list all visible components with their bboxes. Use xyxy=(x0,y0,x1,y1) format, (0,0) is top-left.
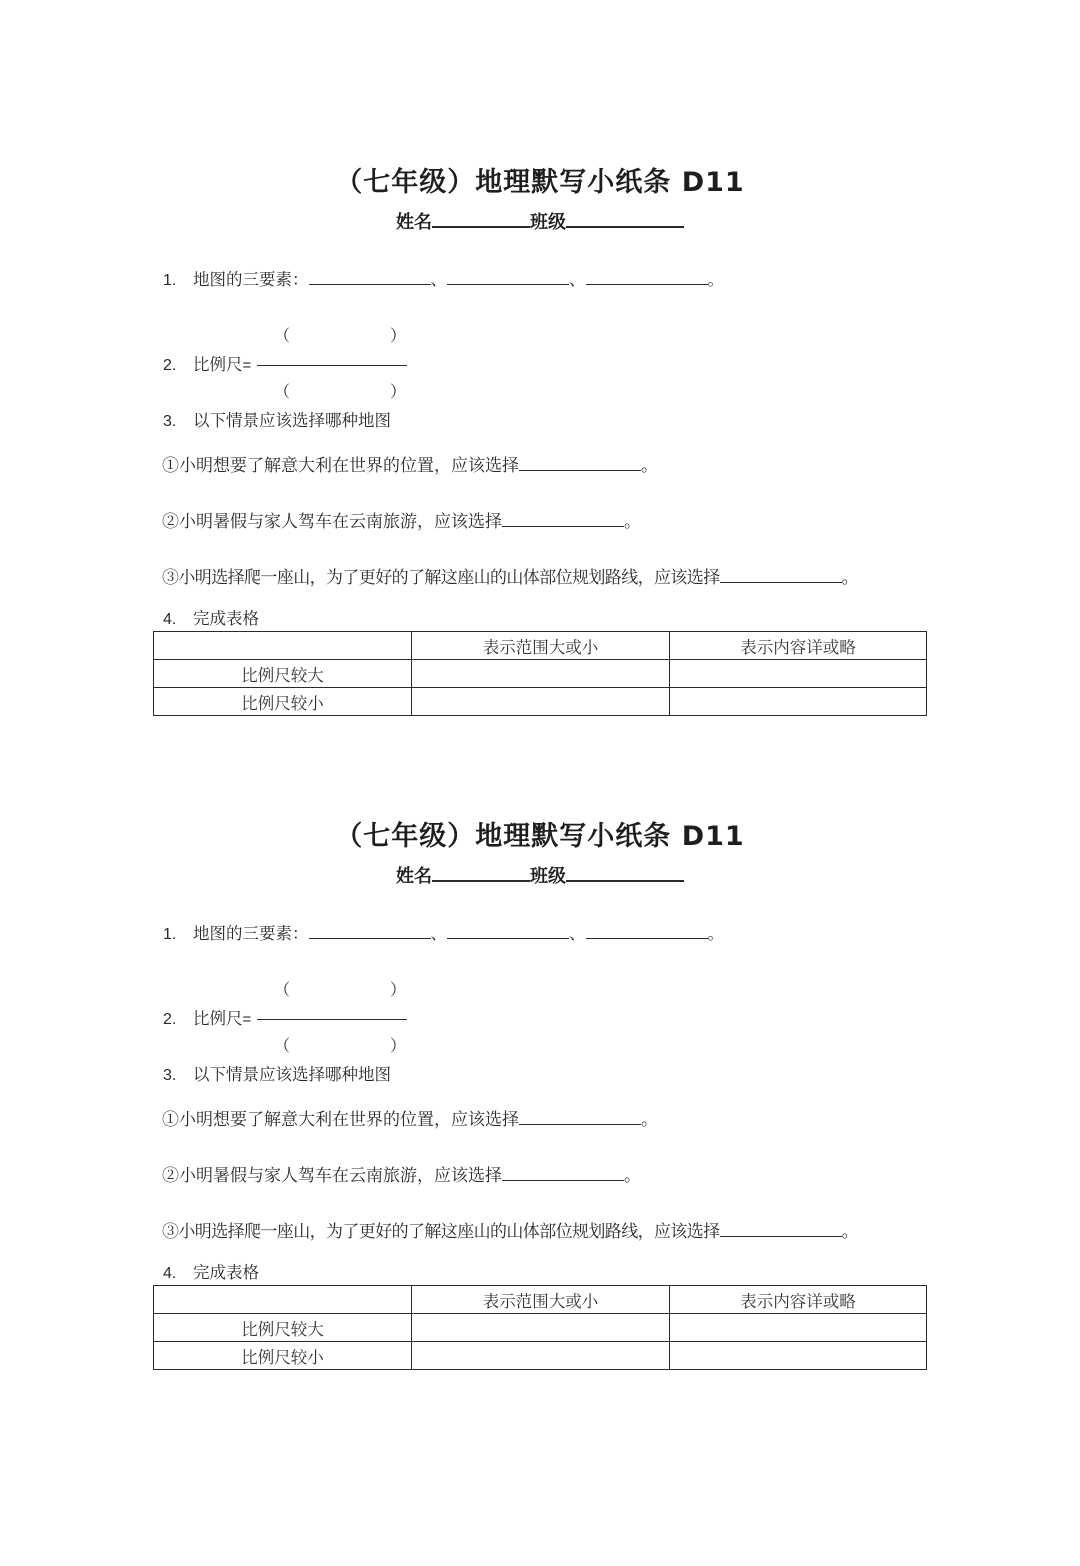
row-label-cell: 比例尺较大 xyxy=(154,1314,412,1342)
question-number: 4. xyxy=(163,611,177,628)
question-text: 比例尺 xyxy=(193,1009,243,1028)
answer-blank-1[interactable] xyxy=(309,283,431,285)
name-class-row xyxy=(0,862,1080,888)
numerator-paren-open: （ xyxy=(274,980,291,999)
row-label-cell: 比例尺较小 xyxy=(154,1342,412,1370)
question-text: 以下情景应该选择哪种地图 xyxy=(193,411,391,430)
question-text: 完成表格 xyxy=(193,1263,259,1282)
period: 。 xyxy=(707,270,724,289)
answer-blank[interactable] xyxy=(502,1179,624,1181)
question-4 xyxy=(163,605,259,629)
scenario-text: ①小明想要了解意大利在世界的位置，应该选择 xyxy=(162,1110,519,1130)
scenario-2 xyxy=(162,507,641,532)
numerator-paren-close: ） xyxy=(390,326,407,345)
question-2 xyxy=(163,1005,407,1029)
question-number: 1. xyxy=(163,926,177,943)
period: 。 xyxy=(641,1110,658,1130)
worksheet-2 xyxy=(0,654,1080,1367)
class-blank[interactable] xyxy=(566,225,684,228)
question-number: 2. xyxy=(163,357,177,374)
separator: 、 xyxy=(430,270,447,289)
question-text: 以下情景应该选择哪种地图 xyxy=(193,1065,391,1084)
table-header-cell: 表示内容详或略 xyxy=(670,1286,927,1314)
table-row xyxy=(154,1342,927,1370)
row-label-cell: 比例尺较小 xyxy=(154,688,412,716)
question-text: 地图的三要素： xyxy=(193,270,309,289)
class-label: 班级 xyxy=(530,212,566,233)
answer-cell[interactable] xyxy=(670,1314,927,1342)
scenario-1 xyxy=(162,1105,658,1130)
period: 。 xyxy=(641,456,658,476)
separator: 、 xyxy=(569,924,586,943)
question-number: 4. xyxy=(163,1265,177,1282)
separator: 、 xyxy=(430,924,447,943)
table-header-cell: 表示内容详或略 xyxy=(670,632,927,660)
worksheet-title: （七年级）地理默写小纸条 D11 xyxy=(335,167,745,198)
answer-blank-3[interactable] xyxy=(586,937,708,939)
worksheet-title: （七年级）地理默写小纸条 D11 xyxy=(335,821,745,852)
question-4 xyxy=(163,1259,259,1283)
scenario-1 xyxy=(162,451,658,476)
table-row xyxy=(154,1314,927,1342)
numerator-paren-open: （ xyxy=(274,326,291,345)
period: 。 xyxy=(624,1166,641,1186)
scenario-2 xyxy=(162,1161,641,1186)
name-label: 姓名 xyxy=(396,212,432,233)
separator: 、 xyxy=(569,270,586,289)
class-blank[interactable] xyxy=(566,879,684,882)
question-number: 1. xyxy=(163,272,177,289)
fraction-line xyxy=(257,365,407,366)
scenario-3 xyxy=(162,563,858,588)
period: 。 xyxy=(841,1222,859,1242)
period: 。 xyxy=(841,568,859,588)
period: 。 xyxy=(624,512,641,532)
answer-cell[interactable] xyxy=(412,1314,670,1342)
period: 。 xyxy=(707,924,724,943)
answer-blank-1[interactable] xyxy=(309,937,431,939)
answer-blank[interactable] xyxy=(720,1235,842,1237)
table-header-row xyxy=(154,1286,927,1314)
name-class-row xyxy=(0,208,1080,234)
table-header-cell xyxy=(154,1286,412,1314)
answer-cell[interactable] xyxy=(670,1342,927,1370)
scenario-text: ③小明选择爬一座山，为了更好的了解这座山的山体部位规划路线，应该选择 xyxy=(162,1222,720,1242)
name-blank[interactable] xyxy=(432,225,530,228)
worksheet-1 xyxy=(0,0,1080,713)
scenario-text: ②小明暑假与家人驾车在云南旅游，应该选择 xyxy=(162,512,502,532)
answer-blank[interactable] xyxy=(502,525,624,527)
numerator-paren-close: ） xyxy=(390,980,407,999)
denominator-paren-close: ） xyxy=(390,382,407,401)
scenario-text: ①小明想要了解意大利在世界的位置，应该选择 xyxy=(162,456,519,476)
answer-blank[interactable] xyxy=(519,469,641,471)
denominator-paren-open: （ xyxy=(274,382,291,401)
denominator-paren-close: ） xyxy=(390,1036,407,1055)
equals-sign: = xyxy=(242,1011,252,1028)
answer-blank[interactable] xyxy=(720,581,842,583)
answer-cell[interactable] xyxy=(412,1342,670,1370)
question-text: 地图的三要素： xyxy=(193,924,309,943)
question-3 xyxy=(163,1061,391,1085)
question-number: 3. xyxy=(163,1067,177,1084)
answer-blank-3[interactable] xyxy=(586,283,708,285)
question-number: 2. xyxy=(163,1011,177,1028)
table-header-cell: 表示范围大或小 xyxy=(412,632,670,660)
question-1 xyxy=(163,266,724,290)
name-blank[interactable] xyxy=(432,879,530,882)
answer-blank[interactable] xyxy=(519,1123,641,1125)
row-label-cell: 比例尺较大 xyxy=(154,660,412,688)
question-2 xyxy=(163,351,407,375)
fraction-line xyxy=(257,1019,407,1020)
question-text: 完成表格 xyxy=(193,609,259,628)
table-header-cell: 表示范围大或小 xyxy=(412,1286,670,1314)
name-label: 姓名 xyxy=(396,866,432,887)
answer-blank-2[interactable] xyxy=(447,283,569,285)
equals-sign: = xyxy=(242,357,252,374)
question-1 xyxy=(163,920,724,944)
denominator-paren-open: （ xyxy=(274,1036,291,1055)
question-3 xyxy=(163,407,391,431)
class-label: 班级 xyxy=(530,866,566,887)
question-text: 比例尺 xyxy=(193,355,243,374)
answer-blank-2[interactable] xyxy=(447,937,569,939)
scenario-text: ③小明选择爬一座山，为了更好的了解这座山的山体部位规划路线，应该选择 xyxy=(162,568,720,588)
scenario-3 xyxy=(162,1217,858,1242)
question-number: 3. xyxy=(163,413,177,430)
scenario-text: ②小明暑假与家人驾车在云南旅游，应该选择 xyxy=(162,1166,502,1186)
scale-comparison-table xyxy=(153,1285,927,1370)
